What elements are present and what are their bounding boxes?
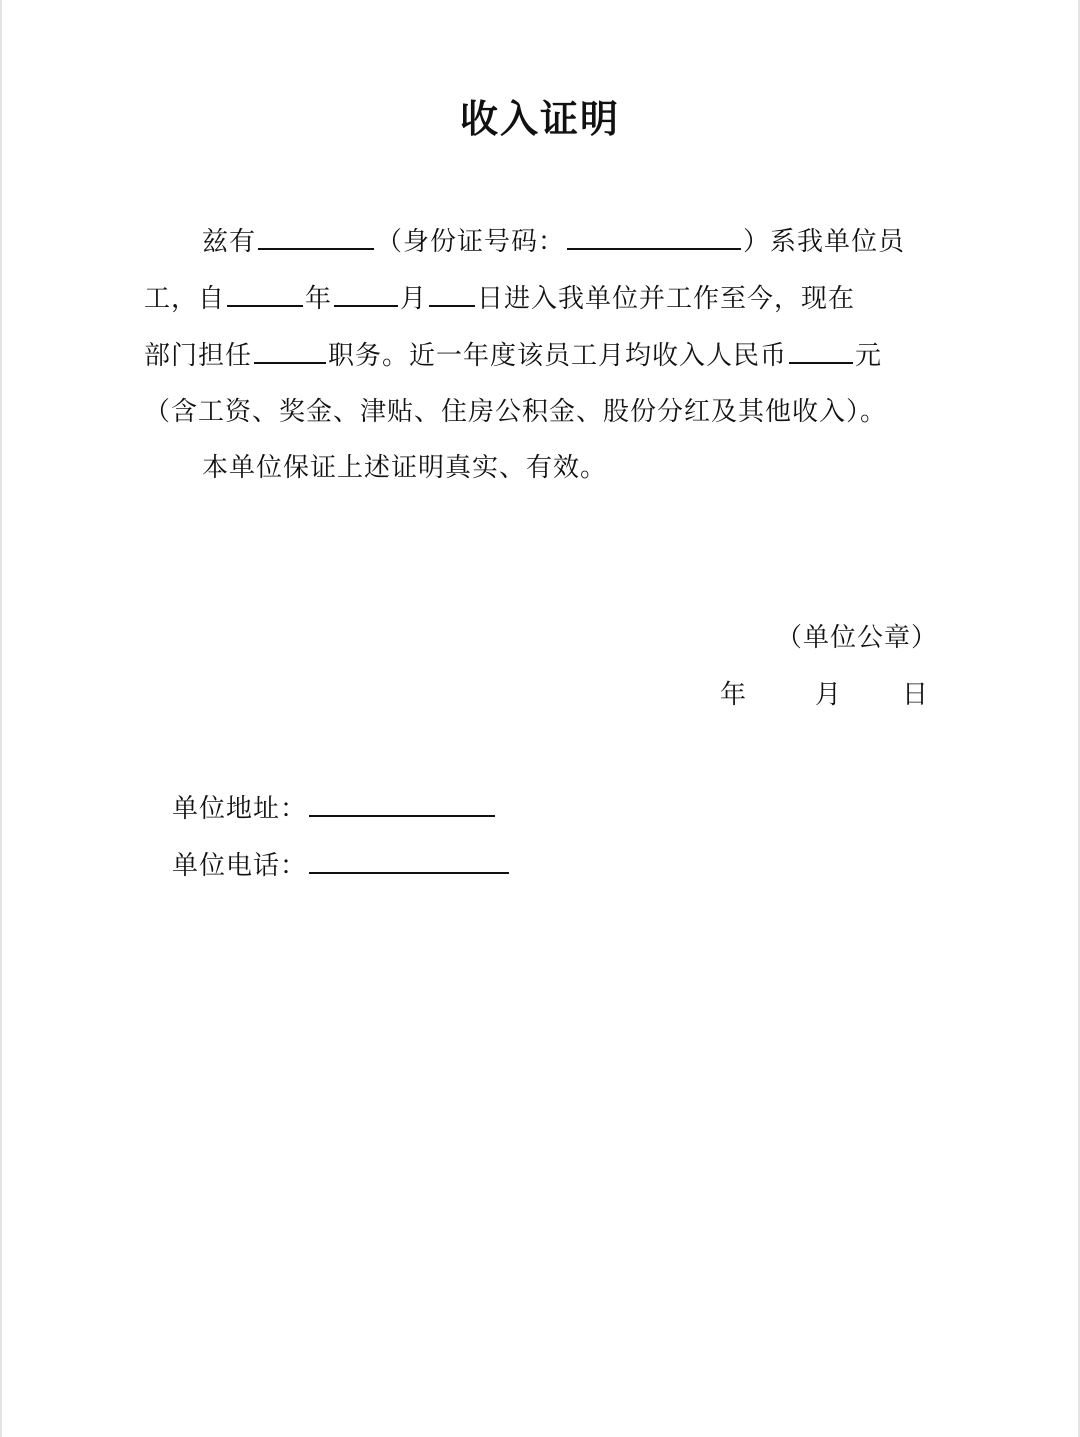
text-month: 月: [400, 284, 428, 314]
start-day-blank[interactable]: [429, 281, 475, 307]
address-label: 单位地址：: [172, 794, 308, 824]
income-amount-blank[interactable]: [789, 338, 853, 364]
unit-seal-label: （单位公章）: [776, 623, 939, 653]
paragraph1-line3: [144, 338, 882, 373]
address-blank[interactable]: [309, 791, 495, 817]
position-blank[interactable]: [254, 338, 326, 364]
date-day: 日: [902, 680, 930, 710]
paragraph1-line2: [144, 281, 855, 316]
text-employee-since: 工，自: [144, 284, 226, 314]
text-monthly-income: 职务。近一年度该员工月均收入人民币: [328, 341, 788, 371]
address-row: [172, 791, 497, 826]
phone-label: 单位电话：: [172, 851, 308, 881]
date-year: 年: [720, 680, 748, 710]
document-title: 收入证明: [459, 96, 620, 141]
text-id-number-label: （身份证号码：: [376, 227, 566, 257]
date-month: 月: [815, 680, 843, 710]
left-page-edge: [0, 0, 2, 1437]
name-blank[interactable]: [258, 224, 374, 250]
paragraph1-line1: [202, 224, 905, 259]
paragraph1-line4: （含工资、奖金、津贴、住房公积金、股份分红及其他收入）。: [144, 397, 888, 427]
date-line: [720, 678, 929, 712]
start-year-blank[interactable]: [227, 281, 303, 307]
text-zi-you: 兹有: [202, 227, 257, 257]
phone-row: [172, 848, 511, 883]
text-employee-of-unit: ）系我单位员: [743, 227, 906, 257]
text-year: 年: [305, 284, 333, 314]
start-month-blank[interactable]: [334, 281, 398, 307]
phone-blank[interactable]: [309, 848, 509, 874]
id-number-blank[interactable]: [567, 224, 741, 250]
text-joined-unit: 日进入我单位并工作至今，现在: [477, 284, 856, 314]
text-yuan: 元: [855, 341, 883, 371]
text-department-position: 部门担任: [144, 341, 253, 371]
paragraph2: 本单位保证上述证明真实、有效。: [202, 453, 608, 483]
